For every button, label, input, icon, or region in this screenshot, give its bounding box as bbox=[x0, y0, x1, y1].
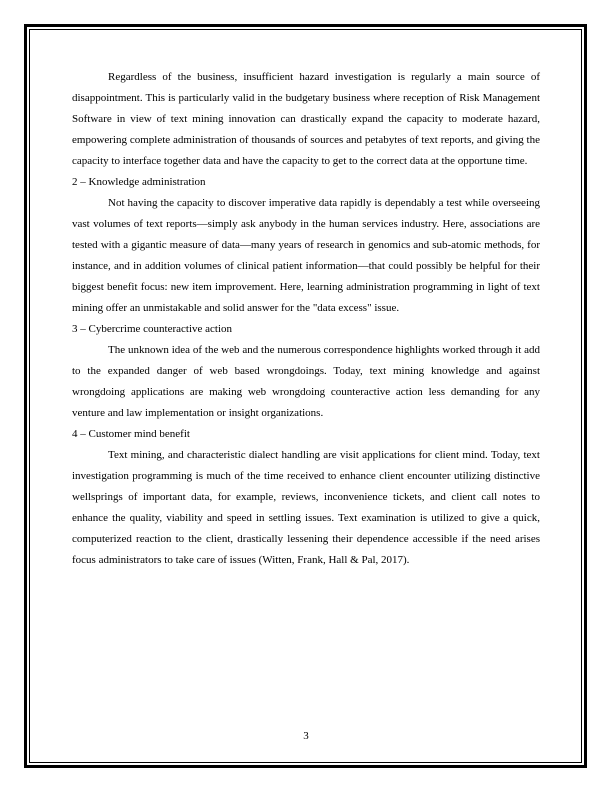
body-paragraph: Text mining, and characteristic dialect handling are visit applications for client mind. Today, text investigation programming is much of the time received to enhance client encounter utilizing distinctive wellsprings of important data, for example, reviews, inconvenience tickets, and client call notes to enhance the quality, viability and speed in settling issues. Text examination is utilized to give a quick, computerized reaction to the client, drastically lessening their dependence accessible if the need arises focus administrators to take care of issues (Witten, Frank, Hall & Pal, 2017). bbox=[72, 449, 540, 566]
body-paragraph: The unknown idea of the web and the numerous correspondence highlights worked through it add to the expanded danger of web based wrongdoings. Today, text mining knowledge and against wrongdoing applications are making web wrongdoing counteractive action less demanding for any venture and law implementation or insight organizations. bbox=[72, 344, 540, 419]
page-body bbox=[72, 67, 540, 571]
body-paragraph: Regardless of the business, insufficient hazard investigation is regularly a main source of disappointment. This is particularly valid in the budgetary business where reception of Risk Management Software in view of text mining innovation can drastically expand the capacity to moderate hazard, empowering complete administration of thousands of sources and petabytes of text reports, and giving the capacity to interface together data and have the capacity to get to the correct data at the opportune time. bbox=[72, 71, 540, 167]
section-heading: 2 – Knowledge administration bbox=[72, 176, 206, 188]
section-heading: 3 – Cybercrime counteractive action bbox=[72, 323, 233, 335]
section-heading: 4 – Customer mind benefit bbox=[72, 428, 190, 440]
body-paragraph: Not having the capacity to discover imperative data rapidly is dependably a test while overseeing vast volumes of text reports—simply ask anybody in the human services industry. Here, associations are tested with a gigantic measure of data—many years of research in genomics and sub-atomic methods, for instance, and in addition volumes of clinical patient information—that could possibly be helpful for their biggest benefit focus: new item improvement. Here, learning administration programming in light of text mining offer an unmistakable and solid answer for the "data excess" issue. bbox=[72, 197, 540, 314]
page-number: 3 bbox=[303, 730, 309, 742]
